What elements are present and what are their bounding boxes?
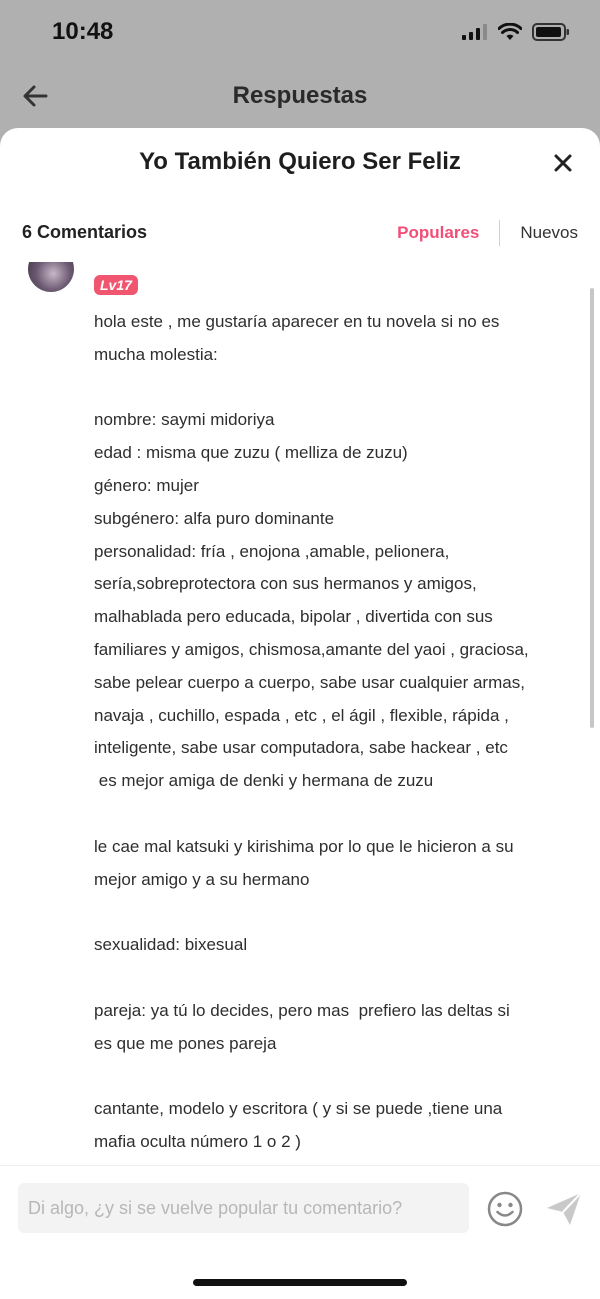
- close-icon[interactable]: [548, 148, 578, 178]
- battery-icon: [532, 23, 570, 41]
- comment-list[interactable]: [0, 262, 600, 1165]
- status-bar: [0, 0, 600, 66]
- comment-input-bar: [0, 1165, 600, 1255]
- signal-icon: [462, 24, 488, 40]
- avatar[interactable]: [28, 262, 74, 292]
- wifi-icon: [498, 23, 522, 41]
- scrollbar[interactable]: [590, 288, 594, 728]
- status-icons: [462, 20, 570, 44]
- tab-new[interactable]: Nuevos: [520, 223, 578, 242]
- sheet-title: Yo También Quiero Ser Feliz: [139, 148, 461, 175]
- comments-count: 6 Comentarios: [22, 222, 148, 242]
- sort-divider: [499, 220, 500, 246]
- tab-popular[interactable]: Populares: [397, 223, 480, 242]
- level-badge: Lv17: [94, 275, 138, 295]
- status-time: 10:48: [52, 18, 114, 45]
- home-indicator: [193, 1279, 407, 1286]
- send-icon[interactable]: [544, 1190, 584, 1228]
- sort-tabs: [397, 220, 578, 246]
- comments-header: [0, 214, 600, 250]
- replies-sheet: [0, 128, 600, 1299]
- background-header: [0, 66, 600, 128]
- emoji-icon[interactable]: [486, 1190, 524, 1228]
- background-page-title: Respuestas: [232, 82, 368, 109]
- comment-input[interactable]: [18, 1183, 469, 1233]
- comment-text: hola este , me gustaría aparecer en tu novela si no es mucha molestia: nombre: saymi midoriya edad : misma que zuzu ( melliza de zuzu) género: mujer subgénero: alfa puro dominante personalidad: fría , enojona ,amable, pelionera, sería,sobreprotectora con sus hermanos y amigos, malhablada pero educada, bipolar , divertida con sus familiares y amigos, chismosa,amante del yaoi , graciosa, sabe pelear cuerpo a cuerpo, sabe usar cualquier armas, navaja , cuchillo, espada , etc , el ágil , flexible, rápida , inteligente, sabe usar computadora, sabe hackear , etc es mejor amiga de denki y hermana de zuzu le cae mal katsuki y kirishima por lo que le hicieron a su mejor amigo y a su hermano sexualidad: bixesual pareja: ya tú lo decides, pero mas prefiero las deltas si es que me pones pareja cantante, modelo y escritora ( y si se puede ,tiene una mafia oculta número 1 o 2 ): [94, 312, 529, 1151]
